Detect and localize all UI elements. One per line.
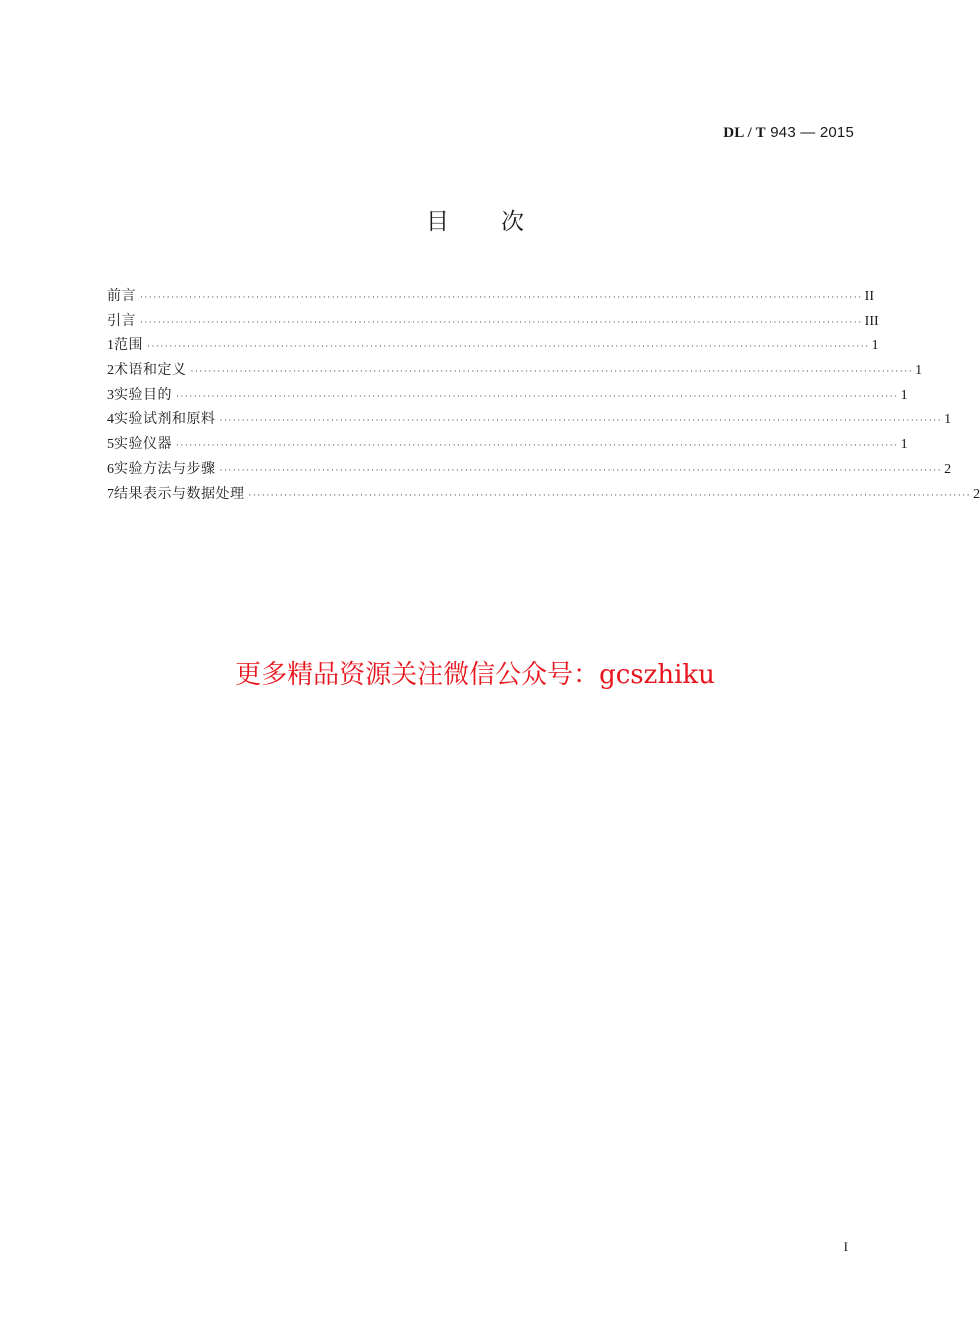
toc-entry-page: 1 [900, 437, 908, 453]
toc-entry-1[interactable] [107, 333, 879, 358]
dot-leader: ·································································································································································· [147, 342, 870, 353]
page-number: I [843, 1239, 848, 1254]
page-title: 目次 [426, 209, 576, 235]
table-of-contents [107, 284, 980, 506]
toc-entry-page: 1 [944, 412, 952, 428]
toc-entry-label: 结果表示与数据处理 [114, 485, 245, 502]
toc-entry-page: III [864, 313, 879, 329]
toc-entry-label: 实验方法与步骤 [114, 460, 216, 477]
dot-leader: ·································································································································································· [219, 465, 943, 476]
toc-entry-6[interactable] [107, 457, 952, 482]
dot-leader: ·································································································································································· [219, 416, 943, 427]
dot-leader: ·································································································································································· [176, 391, 899, 402]
toc-entry-number: 2 [107, 363, 114, 379]
toc-entry-2[interactable] [107, 358, 923, 383]
dot-leader: ·································································································································································· [190, 367, 914, 378]
toc-entry-number: 5 [107, 437, 114, 453]
toc-entry-number: 4 [107, 412, 114, 428]
toc-entry-3[interactable] [107, 383, 908, 408]
toc-entry-page: 2 [973, 486, 980, 502]
toc-entry-label: 实验试剂和原料 [114, 411, 216, 428]
toc-entry-4[interactable] [107, 407, 952, 432]
toc-entry-label: 前言 [107, 288, 136, 304]
standard-code: DL / T [723, 125, 766, 141]
toc-entry-page: 1 [900, 387, 908, 403]
standard-number-year: 943 — 2015 [765, 124, 854, 141]
toc-entry-label: 术语和定义 [114, 362, 187, 379]
toc-entry-page: 2 [944, 461, 952, 477]
toc-entry-page: 1 [915, 363, 923, 379]
toc-entry-number: 7 [107, 486, 114, 502]
toc-entry-introduction[interactable] [107, 309, 879, 334]
standard-number [723, 124, 854, 142]
dot-leader: ·································································································································································· [140, 317, 863, 328]
toc-entry-number: 1 [107, 338, 114, 354]
promo-notice: 更多精品资源关注微信公众号：gcszhiku [235, 660, 715, 690]
toc-entry-label: 实验目的 [114, 386, 172, 403]
toc-entry-5[interactable] [107, 432, 908, 457]
toc-entry-label: 引言 [107, 312, 136, 329]
toc-entry-page: 1 [871, 338, 879, 354]
toc-entry-number: 6 [107, 461, 114, 477]
toc-entry-label: 范围 [114, 337, 143, 354]
toc-entry-7[interactable] [107, 482, 980, 507]
toc-entry-label: 实验仪器 [114, 436, 172, 453]
toc-entry-number: 3 [107, 387, 114, 403]
dot-leader: ·································································································································································· [140, 293, 863, 303]
toc-entry-foreword[interactable] [107, 284, 874, 309]
dot-leader: ·································································································································································· [248, 490, 972, 501]
dot-leader: ·································································································································································· [176, 441, 899, 452]
toc-entry-page: II [864, 289, 874, 304]
